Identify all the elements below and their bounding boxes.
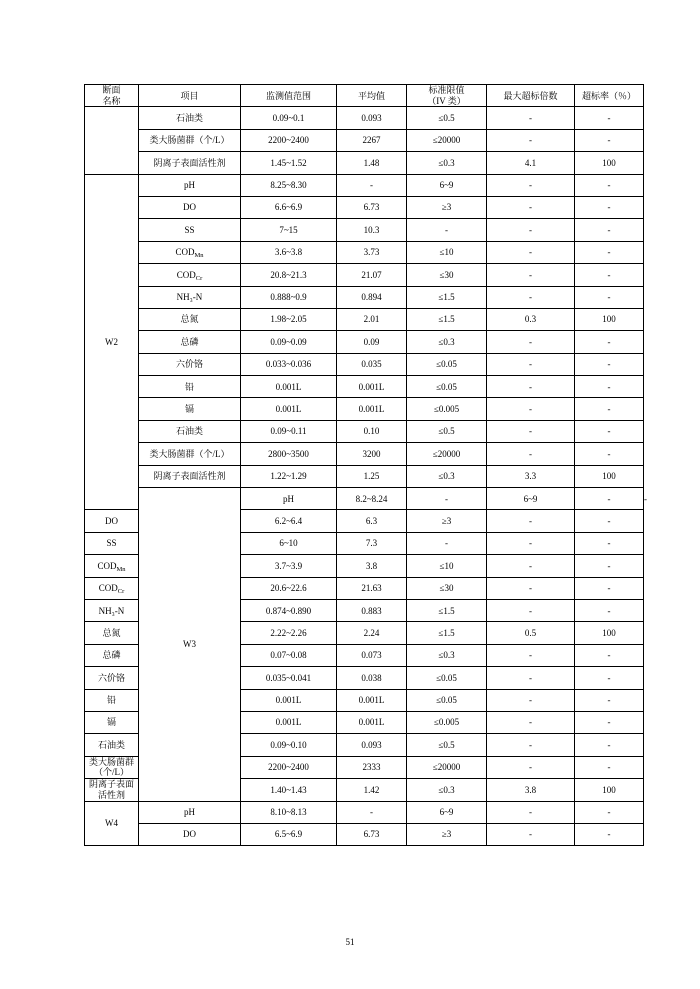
cell-max-exceed: - (487, 376, 575, 398)
cell-item: NH₃-N (139, 286, 241, 308)
column-header-item: 项目 (139, 85, 241, 107)
cell-exceed-rate: - (575, 264, 644, 286)
table-row (85, 398, 644, 420)
cell-exceed-rate: - (575, 577, 644, 599)
cell-average: 0.001L (337, 689, 407, 711)
cell-standard-limit: ≤20000 (407, 443, 487, 465)
cell-item: SS (139, 219, 241, 241)
cell-item: SS (85, 532, 139, 554)
cell-item: 铅 (85, 689, 139, 711)
cell-average: 0.093 (337, 107, 407, 129)
cell-exceed-rate: - (575, 174, 644, 196)
water-quality-table (84, 84, 647, 846)
cell-standard-limit: ≤0.005 (407, 398, 487, 420)
cell-item: $COD_{Mn}$ (139, 241, 241, 263)
cell-exceed-rate: - (575, 443, 644, 465)
cell-max-exceed: - (487, 801, 575, 823)
cell-item: 阴离子表面活性剂 (139, 465, 241, 487)
table-row (85, 823, 644, 845)
cell-standard-limit: ≥3 (407, 823, 487, 845)
cell-average: 10.3 (337, 219, 407, 241)
cell-exceed-rate: 100 (575, 465, 644, 487)
cell-standard-limit: 6~9 (407, 801, 487, 823)
cell-standard-limit: 6~9 (407, 174, 487, 196)
cell-monitor-range: 0.001L (241, 376, 337, 398)
cell-max-exceed: - (487, 734, 575, 756)
table-header (85, 85, 644, 107)
cell-standard-limit: ≤0.05 (407, 689, 487, 711)
cell-average: 0.894 (337, 286, 407, 308)
cell-item: 类大肠菌群（个/L） (139, 443, 241, 465)
cell-monitor-range: 8.25~8.30 (241, 174, 337, 196)
cell-standard-limit: ≤0.5 (407, 420, 487, 442)
cell-monitor-range: 0.09~0.11 (241, 420, 337, 442)
cell-standard-limit: ≤30 (407, 264, 487, 286)
table-row (85, 264, 644, 286)
cell-exceed-rate: - (575, 196, 644, 218)
cell-item: 铅 (139, 376, 241, 398)
cell-item: 镉 (139, 398, 241, 420)
cell-monitor-range: 8.10~8.13 (241, 801, 337, 823)
table-row (85, 174, 644, 196)
cell-standard-limit: ≤0.3 (407, 331, 487, 353)
cell-item: DO (85, 510, 139, 532)
cell-item: $COD_{Mn}$ (85, 555, 139, 577)
cell-max-exceed: 3.3 (487, 465, 575, 487)
cell-standard-limit: ≤0.3 (407, 644, 487, 666)
cell-monitor-range: 0.001L (241, 398, 337, 420)
cell-average: 0.001L (337, 398, 407, 420)
cell-standard-limit: ≤20000 (407, 129, 487, 151)
cell-standard-limit: ≤0.3 (407, 779, 487, 801)
table-row (85, 107, 644, 129)
cell-exceed-rate: - (575, 107, 644, 129)
cell-max-exceed: - (487, 599, 575, 621)
cell-exceed-rate: 100 (575, 308, 644, 330)
cell-item: $COD_{Cr}$ (139, 264, 241, 286)
cell-exceed-rate: - (575, 734, 644, 756)
cell-section-name: W2 (85, 174, 139, 510)
cell-monitor-range: 7~15 (241, 219, 337, 241)
cell-monitor-range: 0.001L (241, 689, 337, 711)
cell-standard-limit: ≤1.5 (407, 622, 487, 644)
cell-monitor-range: 2.22~2.26 (241, 622, 337, 644)
cell-item: 石油类 (85, 734, 139, 756)
cell-max-exceed: 0.3 (487, 308, 575, 330)
table-row (85, 196, 644, 218)
cell-exceed-rate: - (575, 398, 644, 420)
column-header-exceed-rate: 超标率（％） (575, 85, 644, 107)
cell-max-exceed: - (487, 286, 575, 308)
table-row (85, 353, 644, 375)
cell-exceed-rate: - (575, 420, 644, 442)
column-header-section-line2: 名称 (102, 95, 121, 106)
cell-average: 0.001L (337, 711, 407, 733)
cell-exceed-rate: - (575, 510, 644, 532)
cell-exceed-rate: - (575, 756, 644, 778)
cell-item: pH (241, 488, 337, 510)
cell-standard-limit: 6~9 (487, 488, 575, 510)
cell-monitor-range: 2200~2400 (241, 756, 337, 778)
cell-standard-limit: ≤1.5 (407, 286, 487, 308)
cell-item: 石油类 (139, 420, 241, 442)
cell-average: 7.3 (337, 532, 407, 554)
cell-average: 21.07 (337, 264, 407, 286)
cell-average: 6.3 (337, 510, 407, 532)
cell-item: 镉 (85, 711, 139, 733)
cell-max-exceed: - (487, 264, 575, 286)
cell-standard-limit: ≤0.05 (407, 376, 487, 398)
cell-max-exceed: - (487, 644, 575, 666)
cell-average: - (337, 801, 407, 823)
cell-max-exceed: - (487, 532, 575, 554)
cell-max-exceed: - (487, 667, 575, 689)
cell-exceed-rate: - (575, 823, 644, 845)
cell-standard-limit: ≤0.005 (407, 711, 487, 733)
cell-average: 0.09 (337, 331, 407, 353)
column-header-max-exceed: 最大超标倍数 (487, 85, 575, 107)
table-row: W3 pH 8.2~8.24 - 6~9 - - (85, 488, 644, 510)
cell-item: 总氮 (85, 622, 139, 644)
table-row (85, 308, 644, 330)
cell-exceed-rate: - (575, 689, 644, 711)
cell-standard-limit: ≤0.3 (407, 152, 487, 174)
cell-max-exceed: - (487, 443, 575, 465)
cell-average: 3200 (337, 443, 407, 465)
cell-standard-limit: ≤0.5 (407, 107, 487, 129)
cell-max-exceed: - (487, 689, 575, 711)
cell-exceed-rate: 100 (575, 152, 644, 174)
cell-max-exceed: - (487, 353, 575, 375)
cell-exceed-rate: - (575, 801, 644, 823)
cell-exceed-rate: - (575, 711, 644, 733)
cell-monitor-range: 0.09~0.1 (241, 107, 337, 129)
cell-monitor-range: 0.033~0.036 (241, 353, 337, 375)
cell-average: 0.073 (337, 644, 407, 666)
cell-monitor-range: 6.6~6.9 (241, 196, 337, 218)
cell-max-exceed: - (487, 711, 575, 733)
cell-monitor-range: 3.6~3.8 (241, 241, 337, 263)
cell-item: 石油类 (139, 107, 241, 129)
cell-monitor-range: 0.09~0.09 (241, 331, 337, 353)
cell-item: 总磷 (85, 644, 139, 666)
cell-monitor-range: 2800~3500 (241, 443, 337, 465)
cell-standard-limit: ≤10 (407, 555, 487, 577)
cell-item: pH (139, 174, 241, 196)
cell-standard-limit: - (407, 219, 487, 241)
cell-average: 0.001L (337, 376, 407, 398)
cell-average: - (337, 174, 407, 196)
cell-standard-limit: - (407, 532, 487, 554)
cell-average: 0.10 (337, 420, 407, 442)
table-row (85, 129, 644, 151)
cell-max-exceed: - (487, 331, 575, 353)
cell-exceed-rate: - (575, 129, 644, 151)
table-row (85, 801, 644, 823)
column-header-section-line1: 断面 (102, 85, 121, 96)
cell-monitor-range: 6.2~6.4 (241, 510, 337, 532)
cell-exceed-rate: 100 (575, 622, 644, 644)
table-row (85, 420, 644, 442)
table-body (85, 107, 647, 846)
cell-monitor-range: 1.40~1.43 (241, 779, 337, 801)
cell-item: 六价铬 (85, 667, 139, 689)
cell-max-exceed: - (487, 510, 575, 532)
column-header-limit-line2: （IV 类） (427, 95, 466, 106)
cell-standard-limit: ≥3 (407, 510, 487, 532)
cell-max-exceed: - (487, 577, 575, 599)
cell-average: 1.48 (337, 152, 407, 174)
cell-section-name (85, 107, 139, 174)
cell-average: 2.24 (337, 622, 407, 644)
table-row (85, 331, 644, 353)
column-header-limit-line1: 标准限值 (428, 85, 465, 96)
cell-max-exceed: - (487, 219, 575, 241)
cell-standard-limit: ≤0.05 (407, 353, 487, 375)
cell-item: 六价铬 (139, 353, 241, 375)
cell-average: 2267 (337, 129, 407, 151)
cell-max-exceed: - (487, 241, 575, 263)
cell-exceed-rate: - (575, 219, 644, 241)
cell-exceed-rate: - (575, 599, 644, 621)
cell-standard-limit: ≥3 (407, 196, 487, 218)
cell-item: 总磷 (139, 331, 241, 353)
table-row (85, 465, 644, 487)
cell-monitor-range: 6~10 (241, 532, 337, 554)
table-header-row (85, 85, 644, 107)
cell-item: DO (139, 196, 241, 218)
cell-monitor-range: 0.001L (241, 711, 337, 733)
cell-average: 0.093 (337, 734, 407, 756)
cell-average: 2333 (337, 756, 407, 778)
cell-standard-limit: ≤30 (407, 577, 487, 599)
cell-exceed-rate: - (575, 644, 644, 666)
cell-exceed-rate: - (575, 241, 644, 263)
cell-monitor-range: 6.5~6.9 (241, 823, 337, 845)
cell-monitor-range: 2200~2400 (241, 129, 337, 151)
table-row (85, 376, 644, 398)
cell-max-exceed: - (487, 756, 575, 778)
cell-monitor-range: 0.07~0.08 (241, 644, 337, 666)
cell-standard-limit: ≤0.05 (407, 667, 487, 689)
column-header-average: 平均值 (337, 85, 407, 107)
table-row (85, 152, 644, 174)
cell-exceed-rate: - (575, 376, 644, 398)
cell-max-exceed: - (487, 823, 575, 845)
cell-max-exceed: - (487, 174, 575, 196)
column-header-range: 监测值范围 (241, 85, 337, 107)
cell-max-exceed: - (487, 196, 575, 218)
cell-item: 阴离子表面活性剂 (139, 152, 241, 174)
table-row (85, 241, 644, 263)
cell-max-exceed: 4.1 (487, 152, 575, 174)
cell-exceed-rate: - (575, 286, 644, 308)
cell-standard-limit: ≤10 (407, 241, 487, 263)
cell-item: pH (139, 801, 241, 823)
cell-item: 类大肠菌群（个/L） (139, 129, 241, 151)
cell-average: 6.73 (337, 196, 407, 218)
cell-average: 0.883 (337, 599, 407, 621)
cell-average: 3.8 (337, 555, 407, 577)
cell-exceed-rate: - (575, 555, 644, 577)
cell-average: 6.73 (337, 823, 407, 845)
cell-item: $COD_{Cr}$ (85, 577, 139, 599)
page-number: 51 (345, 937, 355, 947)
cell-monitor-range: 1.45~1.52 (241, 152, 337, 174)
cell-average: 3.73 (337, 241, 407, 263)
cell-max-exceed: 3.8 (487, 779, 575, 801)
cell-max-exceed: - (487, 555, 575, 577)
cell-item: 阴离子表面活性剂 (85, 779, 139, 801)
cell-average: 0.035 (337, 353, 407, 375)
cell-monitor-range: 0.888~0.9 (241, 286, 337, 308)
table-row (85, 286, 644, 308)
cell-monitor-range: 8.2~8.24 (337, 488, 407, 510)
cell-item: DO (139, 823, 241, 845)
cell-standard-limit: ≤0.3 (407, 465, 487, 487)
cell-monitor-range: 0.035~0.041 (241, 667, 337, 689)
cell-exceed-rate: - (575, 667, 644, 689)
column-header-section (85, 85, 139, 107)
cell-max-exceed: - (487, 398, 575, 420)
cell-max-exceed: - (487, 107, 575, 129)
cell-max-exceed: - (487, 129, 575, 151)
cell-average: 2.01 (337, 308, 407, 330)
cell-monitor-range: 20.6~22.6 (241, 577, 337, 599)
cell-max-exceed: 0.5 (487, 622, 575, 644)
cell-average: 0.038 (337, 667, 407, 689)
cell-standard-limit: ≤1.5 (407, 599, 487, 621)
cell-exceed-rate: - (575, 353, 644, 375)
column-header-limit (407, 85, 487, 107)
cell-max-exceed: - (575, 488, 644, 510)
cell-exceed-rate: - (575, 532, 644, 554)
cell-monitor-range: 0.09~0.10 (241, 734, 337, 756)
table-row (85, 443, 644, 465)
cell-standard-limit: ≤20000 (407, 756, 487, 778)
cell-exceed-rate: 100 (575, 779, 644, 801)
cell-average: 1.42 (337, 779, 407, 801)
cell-monitor-range: 20.8~21.3 (241, 264, 337, 286)
cell-exceed-rate: - (575, 331, 644, 353)
cell-monitor-range: 3.7~3.9 (241, 555, 337, 577)
cell-standard-limit: ≤1.5 (407, 308, 487, 330)
cell-item: 总氮 (139, 308, 241, 330)
cell-item: NH₃-N (85, 599, 139, 621)
cell-monitor-range: 1.22~1.29 (241, 465, 337, 487)
cell-item: 类大肠菌群（个/L） (85, 756, 139, 778)
cell-section-name: W4 (85, 801, 139, 846)
cell-max-exceed: - (487, 420, 575, 442)
cell-monitor-range: 1.98~2.05 (241, 308, 337, 330)
cell-average: - (407, 488, 487, 510)
cell-average: 1.25 (337, 465, 407, 487)
cell-section-name: W3 (139, 488, 241, 801)
cell-standard-limit: ≤0.5 (407, 734, 487, 756)
cell-monitor-range: 0.874~0.890 (241, 599, 337, 621)
cell-average: 21.63 (337, 577, 407, 599)
table-row (85, 219, 644, 241)
